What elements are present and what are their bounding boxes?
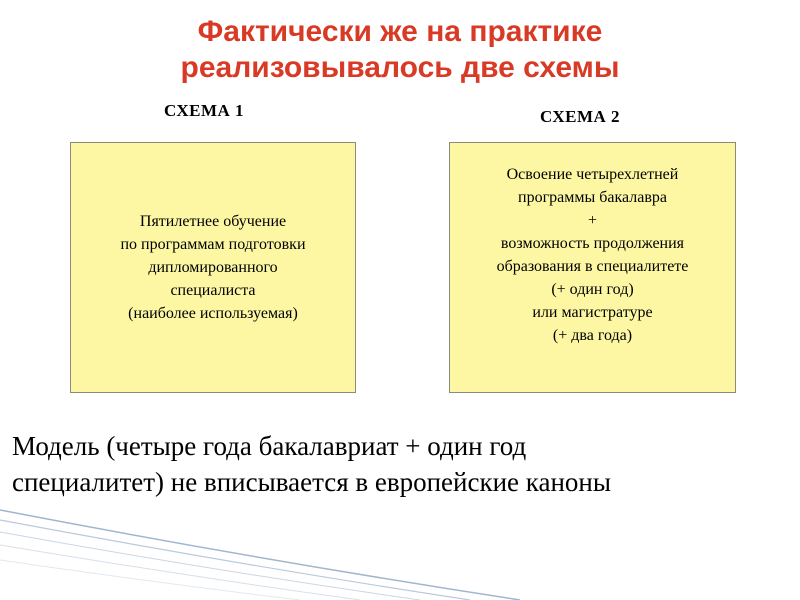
scheme-1-label: СХЕМА 1 xyxy=(164,101,245,120)
scheme-2-line: (+ два года) xyxy=(552,327,633,344)
scheme-2-line: образования в специалитете xyxy=(496,258,689,275)
swoosh-line-2 xyxy=(0,520,470,600)
scheme-2-label: СХЕМА 2 xyxy=(540,107,621,126)
scheme-1-line: Пятилетнее обучение xyxy=(139,213,287,230)
scheme-2-line: Освоение четырехлетней xyxy=(506,166,679,183)
swoosh-line-4 xyxy=(0,545,360,600)
scheme-2-line: возможность продолжения xyxy=(500,235,685,252)
scheme-1-line: специалиста xyxy=(170,282,256,299)
conclusion-line-2: специалитет) не вписывается в европейские каноны xyxy=(12,467,612,497)
scheme-1-line: (наиболее используемая) xyxy=(128,305,298,322)
scheme-2-line: (+ один год) xyxy=(551,281,634,298)
scheme-1-line: дипломированного xyxy=(148,259,278,276)
swoosh-line-3 xyxy=(0,532,420,600)
conclusion-line-1: Модель (четыре года бакалавриат + один год xyxy=(12,431,527,461)
scheme-2-line: + xyxy=(587,212,597,229)
scheme-1-line: по программам подготовки xyxy=(120,236,306,253)
scheme-2-line: программы бакалавра xyxy=(518,189,667,206)
scheme-2-line: или магистратуре xyxy=(532,304,653,321)
title-line-2: реализовывалось две схемы xyxy=(180,51,620,84)
swoosh-line-1 xyxy=(0,510,520,600)
title-line-1: Фактически же на практике xyxy=(197,15,603,48)
